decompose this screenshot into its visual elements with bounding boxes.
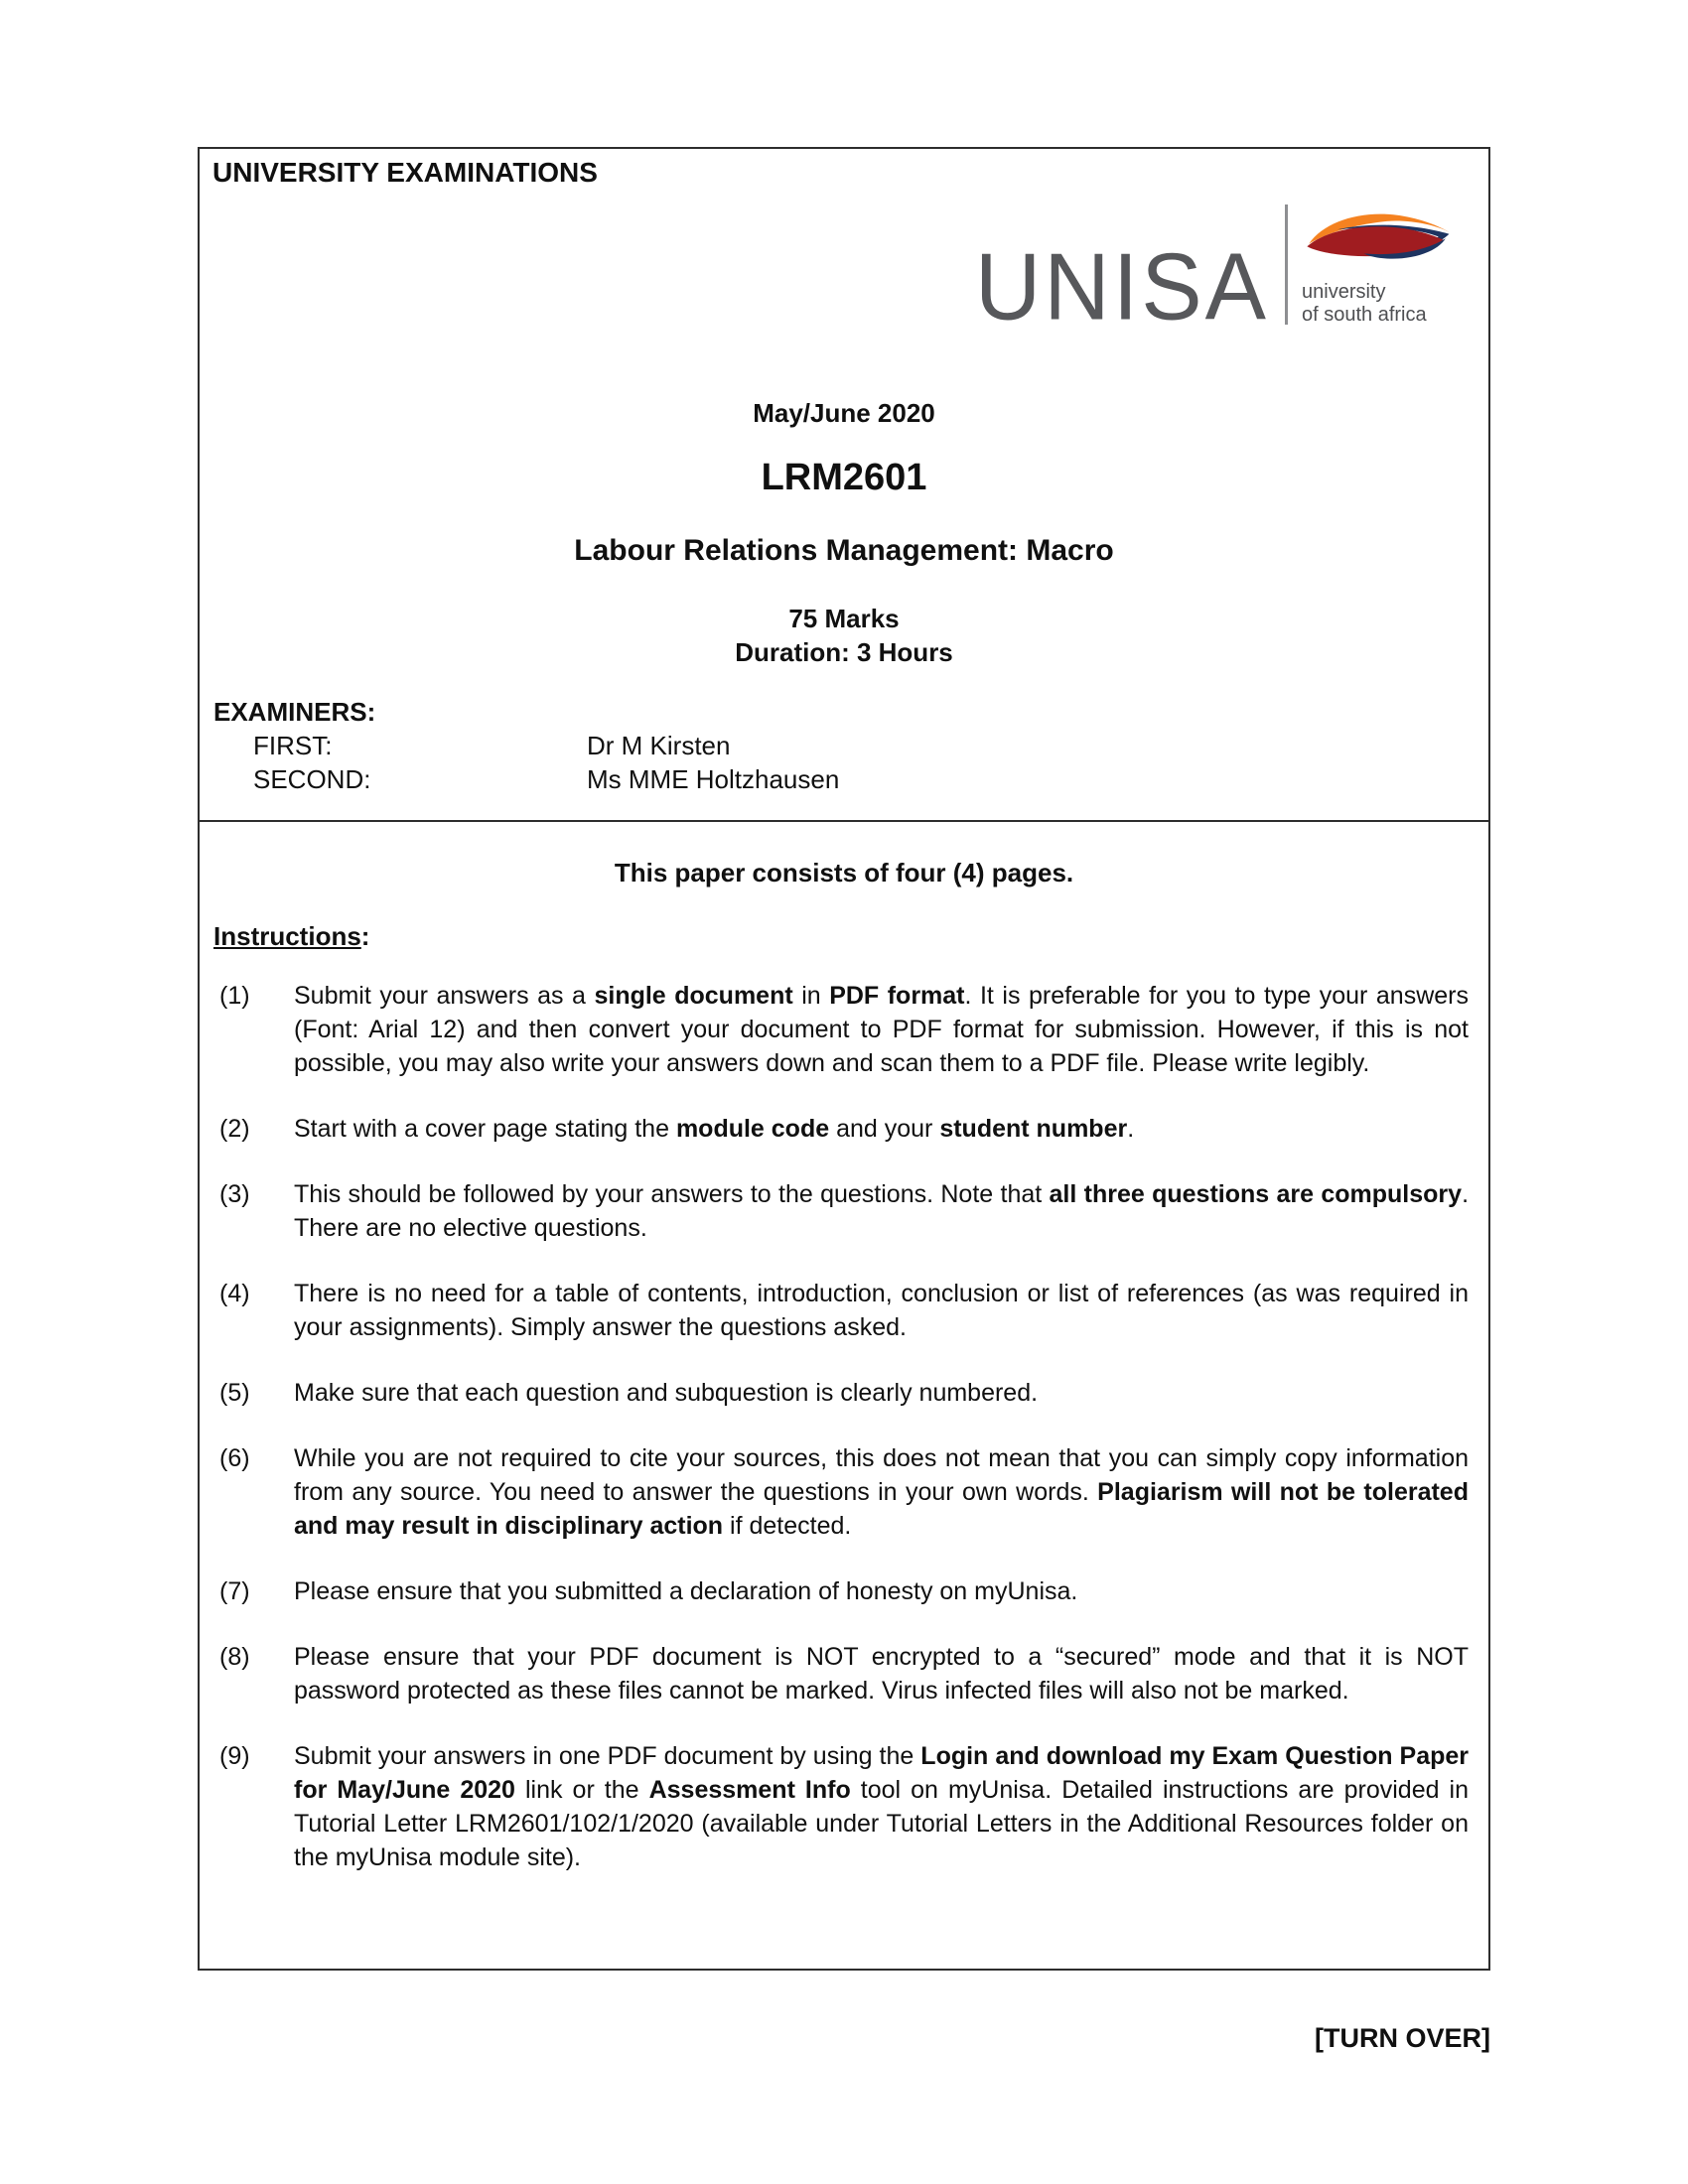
instruction-text: Start with a cover page stating the module code and your student number.: [294, 1115, 1135, 1143]
instruction-item: [219, 1177, 1469, 1245]
unisa-logo: [974, 205, 1453, 341]
instruction-number: (4): [219, 1280, 250, 1307]
instructions-heading-text: Instructions: [213, 921, 361, 951]
instruction-number: (9): [219, 1742, 250, 1770]
instruction-text: This should be followed by your answers to the questions. Note that all three questions are compulsory. There are no elective questions.: [294, 1180, 1470, 1242]
instruction-number: (8): [219, 1643, 250, 1671]
instruction-item: [219, 1277, 1469, 1344]
logo-tagline-line1: university: [1302, 281, 1386, 303]
unisa-swoosh-icon: [1302, 205, 1453, 276]
instruction-number: (7): [219, 1577, 250, 1605]
exam-session: May/June 2020: [753, 398, 935, 428]
instruction-item: [219, 979, 1469, 1080]
page-title: UNIVERSITY EXAMINATIONS: [212, 157, 598, 188]
pages-note: This paper consists of four (4) pages.: [614, 858, 1074, 887]
instructions-heading: [213, 921, 369, 952]
marks-total: 75 Marks: [788, 604, 900, 633]
instruction-text: There is no need for a table of contents, introduction, conclusion or list of references (as was required in your assignments). Simply answer the questions asked.: [294, 1280, 1469, 1341]
instruction-number: (1): [219, 982, 250, 1010]
section-divider: [200, 820, 1488, 822]
examiner-row: [213, 729, 839, 762]
logo-tagline-line2: of south africa: [1302, 304, 1427, 326]
examiner-name: Ms MME Holtzhausen: [587, 764, 840, 794]
module-code: LRM2601: [761, 457, 927, 498]
instruction-number: (5): [219, 1379, 250, 1407]
instruction-item: [219, 1640, 1469, 1707]
instruction-item: [219, 1574, 1469, 1608]
module-title: Labour Relations Management: Macro: [574, 534, 1114, 567]
instruction-item: [219, 1739, 1469, 1874]
examiner-role: SECOND:: [253, 764, 371, 794]
instruction-number: (2): [219, 1115, 250, 1143]
unisa-wordmark: UNISA: [974, 233, 1269, 341]
instruction-item: [219, 1112, 1469, 1146]
examiner-name: Dr M Kirsten: [587, 731, 731, 760]
instruction-text: Make sure that each question and subquestion is clearly numbered.: [294, 1379, 1039, 1407]
exam-duration: Duration: 3 Hours: [735, 637, 953, 667]
instructions-list: [219, 979, 1469, 1906]
instruction-number: (3): [219, 1180, 250, 1208]
instruction-text: While you are not required to cite your sources, this does not mean that you can simply copy information from any source. You need to answer the questions in your own words. Plagiarism will not be tolerated and may result in disciplinary action if detected.: [294, 1444, 1469, 1540]
examiners-heading: EXAMINERS:: [213, 697, 376, 727]
instruction-number: (6): [219, 1444, 250, 1472]
logo-right-block: [1288, 205, 1453, 327]
instruction-text: Submit your answers as a single document in PDF format. It is preferable for you to type your answers (Font: Arial 12) and then convert your document to PDF format for submission. However, if this is not possible, you may also write your answers down and scan them to a PDF file. Please write legibly.: [294, 982, 1469, 1077]
turn-over-note: [TURN OVER]: [1315, 2023, 1490, 2053]
instructions-heading-colon: :: [360, 921, 370, 951]
instruction-item: [219, 1441, 1469, 1543]
exam-paper-frame: [198, 147, 1490, 1971]
examiners-block: [213, 695, 839, 796]
instruction-item: [219, 1376, 1469, 1410]
instruction-text: Please ensure that you submitted a declaration of honesty on myUnisa.: [294, 1577, 1078, 1605]
logo-tagline: [1302, 281, 1453, 327]
instruction-text: Submit your answers in one PDF document by using the Login and download my Exam Question Paper for May/June 2020 link or the Assessment Info tool on myUnisa. Detailed instructions are provided in Tutorial Letter LRM2601/102/1/2020 (available under Tutorial Letters in the Additional Resources folder on the myUnisa module site).: [294, 1742, 1470, 1871]
examiner-row: [213, 762, 839, 796]
examiner-role: FIRST:: [253, 731, 333, 760]
instruction-text: Please ensure that your PDF document is NOT encrypted to a “secured” mode and that it is NOT password protected as these files cannot be marked. Virus infected files will also not be marked.: [294, 1643, 1469, 1705]
